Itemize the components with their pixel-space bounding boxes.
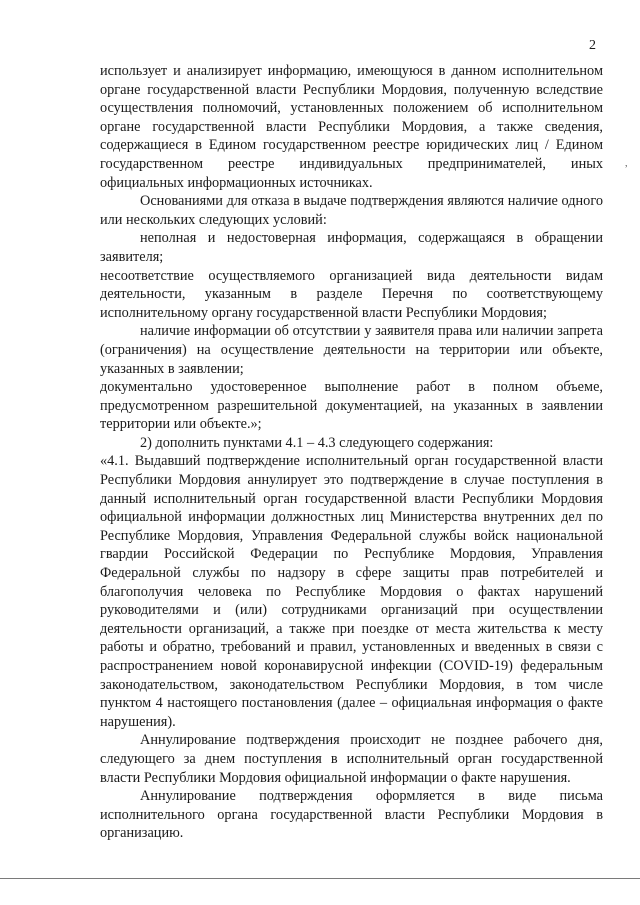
list-item-prohibition-info: наличие информации об отсутствии у заявителя права или наличии запрета (ограничения) на осуществление деятельности на территории или объекте, указанных в заявлении;	[100, 323, 603, 377]
list-item-activity-mismatch: несоответствие осуществляемого организацией вида деятельности видам деятельности, указанным в разделе Перечня по соответствующему исполнительному органу государственной власти Республики Мордовия;	[100, 267, 603, 321]
bottom-rule	[0, 878, 640, 879]
paragraph-amendment-intro: 2) дополнить пунктами 4.1 – 4.3 следующего содержания:	[140, 434, 494, 451]
paragraph-clause-4-1: «4.1. Выдавший подтверждение исполнительный орган государственной власти Республики Мордовия аннулирует это подтверждение в случае поступления в данный исполнительный орган государственной власти Республики Мордовия официальной информации должностных лиц Министерства внутренних дел по Республике Мордовия, Управления Федеральной службы войск национальной гвардии Российской Федерации по Республике Мордовия, Управления Федеральной службы по надзору в сфере защиты прав потребителей и благополучия человека по Республике Мордовия о фактах нарушений руководителями и (или) сотрудниками организаций при осуществлении деятельности организаций, а также при поездке от места жительства к месту работы и обратно, требований и правил, установленных и введенных в связи с распространением новой коронавирусной инфекции (COVID-19) федеральным законодательством, законодательством Республики Мордовия, в том числе пунктом 4 настоящего постановления (далее – официальная информация о факте нарушения).	[100, 453, 603, 730]
paragraph-refusal-grounds: Основаниями для отказа в выдаче подтверждения являются наличие одного или нескольких следующих условий:	[100, 193, 603, 228]
paragraph-annulment-form: Аннулирование подтверждения оформляется в виде письма исполнительного органа государственной власти Республики Мордовия в организацию.	[100, 788, 603, 842]
list-item-work-completed: документально удостоверенное выполнение работ в полном объеме, предусмотренном разрешительной документацией, на указанных в заявлении территории или объекте.»;	[100, 379, 603, 433]
paragraph-continuation: использует и анализирует информацию, имеющуюся в данном исполнительном органе государственной власти Республики Мордовия, полученную вследствие осуществления полномочий, установленных положением об исполнительном органе государственной власти Республики Мордовия, а также сведения, содержащиеся в Едином государственном реестре юридических лиц / Едином государственном реестре индивидуальных предпринимателей, иных официальных информационных источниках.	[100, 63, 603, 191]
page-number: 2	[589, 38, 596, 53]
list-item-incomplete-info: неполная и недостоверная информация, содержащаяся в обращении заявителя;	[100, 230, 603, 265]
document-body	[100, 62, 603, 843]
paragraph-annulment-timing: Аннулирование подтверждения происходит не позднее рабочего дня, следующего за днем поступления в исполнительный орган государственной власти Республики Мордовия официальной информации о факте нарушения.	[100, 732, 603, 786]
margin-mark: ,	[625, 158, 628, 169]
